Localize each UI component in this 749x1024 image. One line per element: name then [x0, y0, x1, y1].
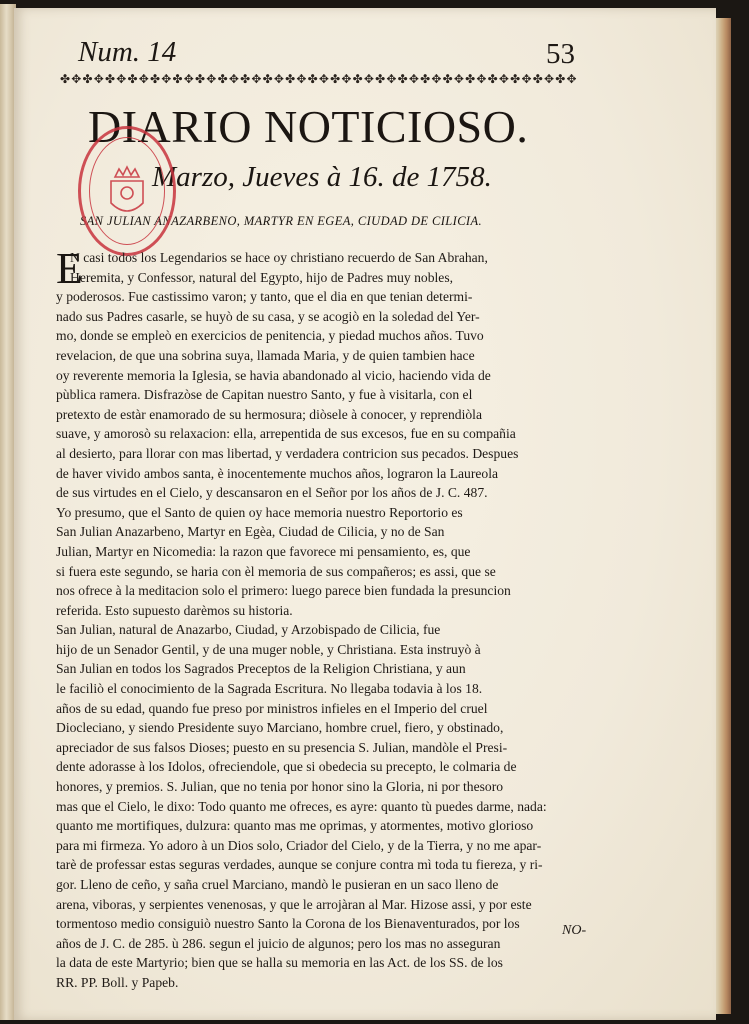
- text-line: mas que el Cielo, le dixo: Todo quanto me ofreces, es ayre: quanto tù puedes darme, nada:: [56, 798, 547, 814]
- text-line: suave, y amorosò su relaxacion: ella, arrepentida de sus excesos, fue en su compañia: [56, 426, 516, 442]
- text-line: quanto me mortifiques, dulzura: quanto mas me oprimas, y atormentes, motivo glorioso: [56, 818, 534, 834]
- text-line: San Julian, natural de Anazarbo, Ciudad, y Arzobispado de Cilicia, fue: [56, 622, 441, 638]
- text-line: Julian, Martyr en Nicomedia: la razon que favorece mi pensamiento, es, que: [56, 543, 471, 559]
- text-line: tarè de professar estas seguras verdades, aunque se conjure contra mì toda tu fiereza, y ri-: [56, 857, 543, 873]
- newspaper-page: [14, 8, 716, 1020]
- text-line: para mi firmeza. Yo adoro à un Dios solo, Criador del Cielo, y de la Tierra, y no me apar-: [56, 837, 542, 853]
- text-line: Diocleciano, y siendo Presidente suyo Marciano, hombre cruel, fiero, y obstinado,: [56, 720, 504, 736]
- text-line: hijo de un Senador Gentil, y de una muger noble, y Christiana. Esta instruyò à: [56, 641, 481, 657]
- text-line: años de J. C. de 285. ù 286. segun el juicio de algunos; pero los mas no asseguran: [56, 935, 501, 951]
- text-line: mo, donde se empleò en exercicios de penitencia, y piedad muchos años. Tuvo: [56, 328, 484, 344]
- text-line: RR. PP. Boll. y Papeb.: [56, 974, 179, 990]
- text-line: nado sus Padres casarle, se huyò de su casa, y se acogiò en la soledad del Yer-: [56, 308, 480, 324]
- text-line: gor. Lleno de ceño, y saña cruel Marciano, mandò le pusieran en un saco lleno de: [56, 877, 499, 892]
- text-line: y poderosos. Fue castissimo varon; y tanto, que el dia en que tenian determi-: [56, 289, 473, 305]
- text-line: pretexto de estàr enamorado de su hermosura; diòsele à conocer, y reprendiòla: [56, 406, 482, 422]
- text-line: San Julian Anazarbeno, Martyr en Egèa, Ciudad de Cilicia, y no de San: [56, 524, 445, 540]
- text-line: tormentoso medio consiguiò nuestro Santo la Corona de los Bienaventurados, por los: [56, 916, 520, 932]
- text-line: si fuera este segundo, se haria con èl memoria de sus compañeros; es assi, que se: [56, 563, 496, 579]
- text-line: de haver vivido ambos santa, è inocentemente muchos años, lograron la Laureola: [56, 465, 499, 481]
- text-line: la data de este Martyrio; bien que se halla su memoria en las Act. de los SS. de los: [56, 955, 503, 971]
- text-line: años de su edad, quando fue preso por ministros infieles en el Imperio del cruel: [56, 700, 488, 716]
- saint-heading: SAN JULIAN ANAZARBENO, MARTYR EN EGEA, CIUDAD DE CILICIA.: [80, 214, 483, 228]
- text-line: pùblica ramera. Disfrazòse de Capitan nuestro Santo, y fue à visitarla, con el: [56, 387, 473, 403]
- text-line: al desierto, para llorar con mas libertad, y verdadera contricion sus pecados. Despues: [56, 445, 519, 461]
- catchword: NO-: [562, 923, 587, 938]
- text-line: apreciador de sus falsos Dioses; puesto en su presencia S. Julian, mandòle el Presi-: [56, 739, 508, 755]
- text-line: Heremita, y Confessor, natural del Egypto, hijo de Padres muy nobles,: [70, 269, 454, 285]
- text-line: de sus virtudes en el Cielo, y descansaron en el Señor por los años de J. C. 487.: [56, 485, 488, 501]
- text-line: San Julian en todos los Sagrados Preceptos de la Religion Christiana, y aun: [56, 661, 466, 677]
- issue-number: Num. 14: [78, 36, 177, 68]
- text-line: honores, y premios. S. Julian, que no tenia por honor sino la Gloria, ni por thesoro: [56, 779, 504, 795]
- ornamental-rule: ✤✥✤✥✤✥✤✥✤✥✤✥✤✥✤✥✤✥✤✥✤✥✤✥✤✥✤✥✤✥✤✥✤✥✤✥✤✥✤✥✤✥✤✥✤✥: [60, 72, 578, 86]
- text-line: Yo presumo, que el Santo de quien oy hace memoria nuestro Reportorio es: [56, 504, 463, 520]
- text-line: nos ofrece à la meditacion solo el primero: luego parece bien fundada la presuncion: [56, 583, 511, 599]
- text-line: oy reverente memoria la Iglesia, se havia abandonado al vicio, haciendo vida de: [56, 367, 491, 383]
- article-body: [56, 244, 598, 993]
- text-line: arena, viboras, y serpientes venenosas, y que le arrojàran al Mar. Hizose assi, y por este: [56, 896, 532, 912]
- newspaper-title: DIARIO NOTICIOSO.: [88, 101, 529, 152]
- library-stamp: [78, 126, 176, 256]
- drop-cap: E: [56, 244, 83, 293]
- issue-date: Marzo, Jueves à 16. de 1758.: [152, 161, 492, 193]
- text-line: revelacion, de que una sobrina suya, llamada Maria, y de quien tambien hace: [56, 347, 475, 363]
- page-number: 53: [546, 38, 575, 70]
- text-line: le faciliò el conocimiento de la Sagrada Escritura. No llegaba todavia à los 18.: [56, 681, 483, 697]
- text-line: referida. Esto supuesto darèmos su historia.: [56, 602, 293, 618]
- stamp-crest-icon: [81, 129, 173, 253]
- text-line: N casi todos los Legendarios se hace oy christiano recuerdo de San Abrahan,: [70, 250, 488, 265]
- text-line: dente adorasse à los Idolos, ofreciendole, que si obedecia su precepto, le colmaria de: [56, 759, 517, 775]
